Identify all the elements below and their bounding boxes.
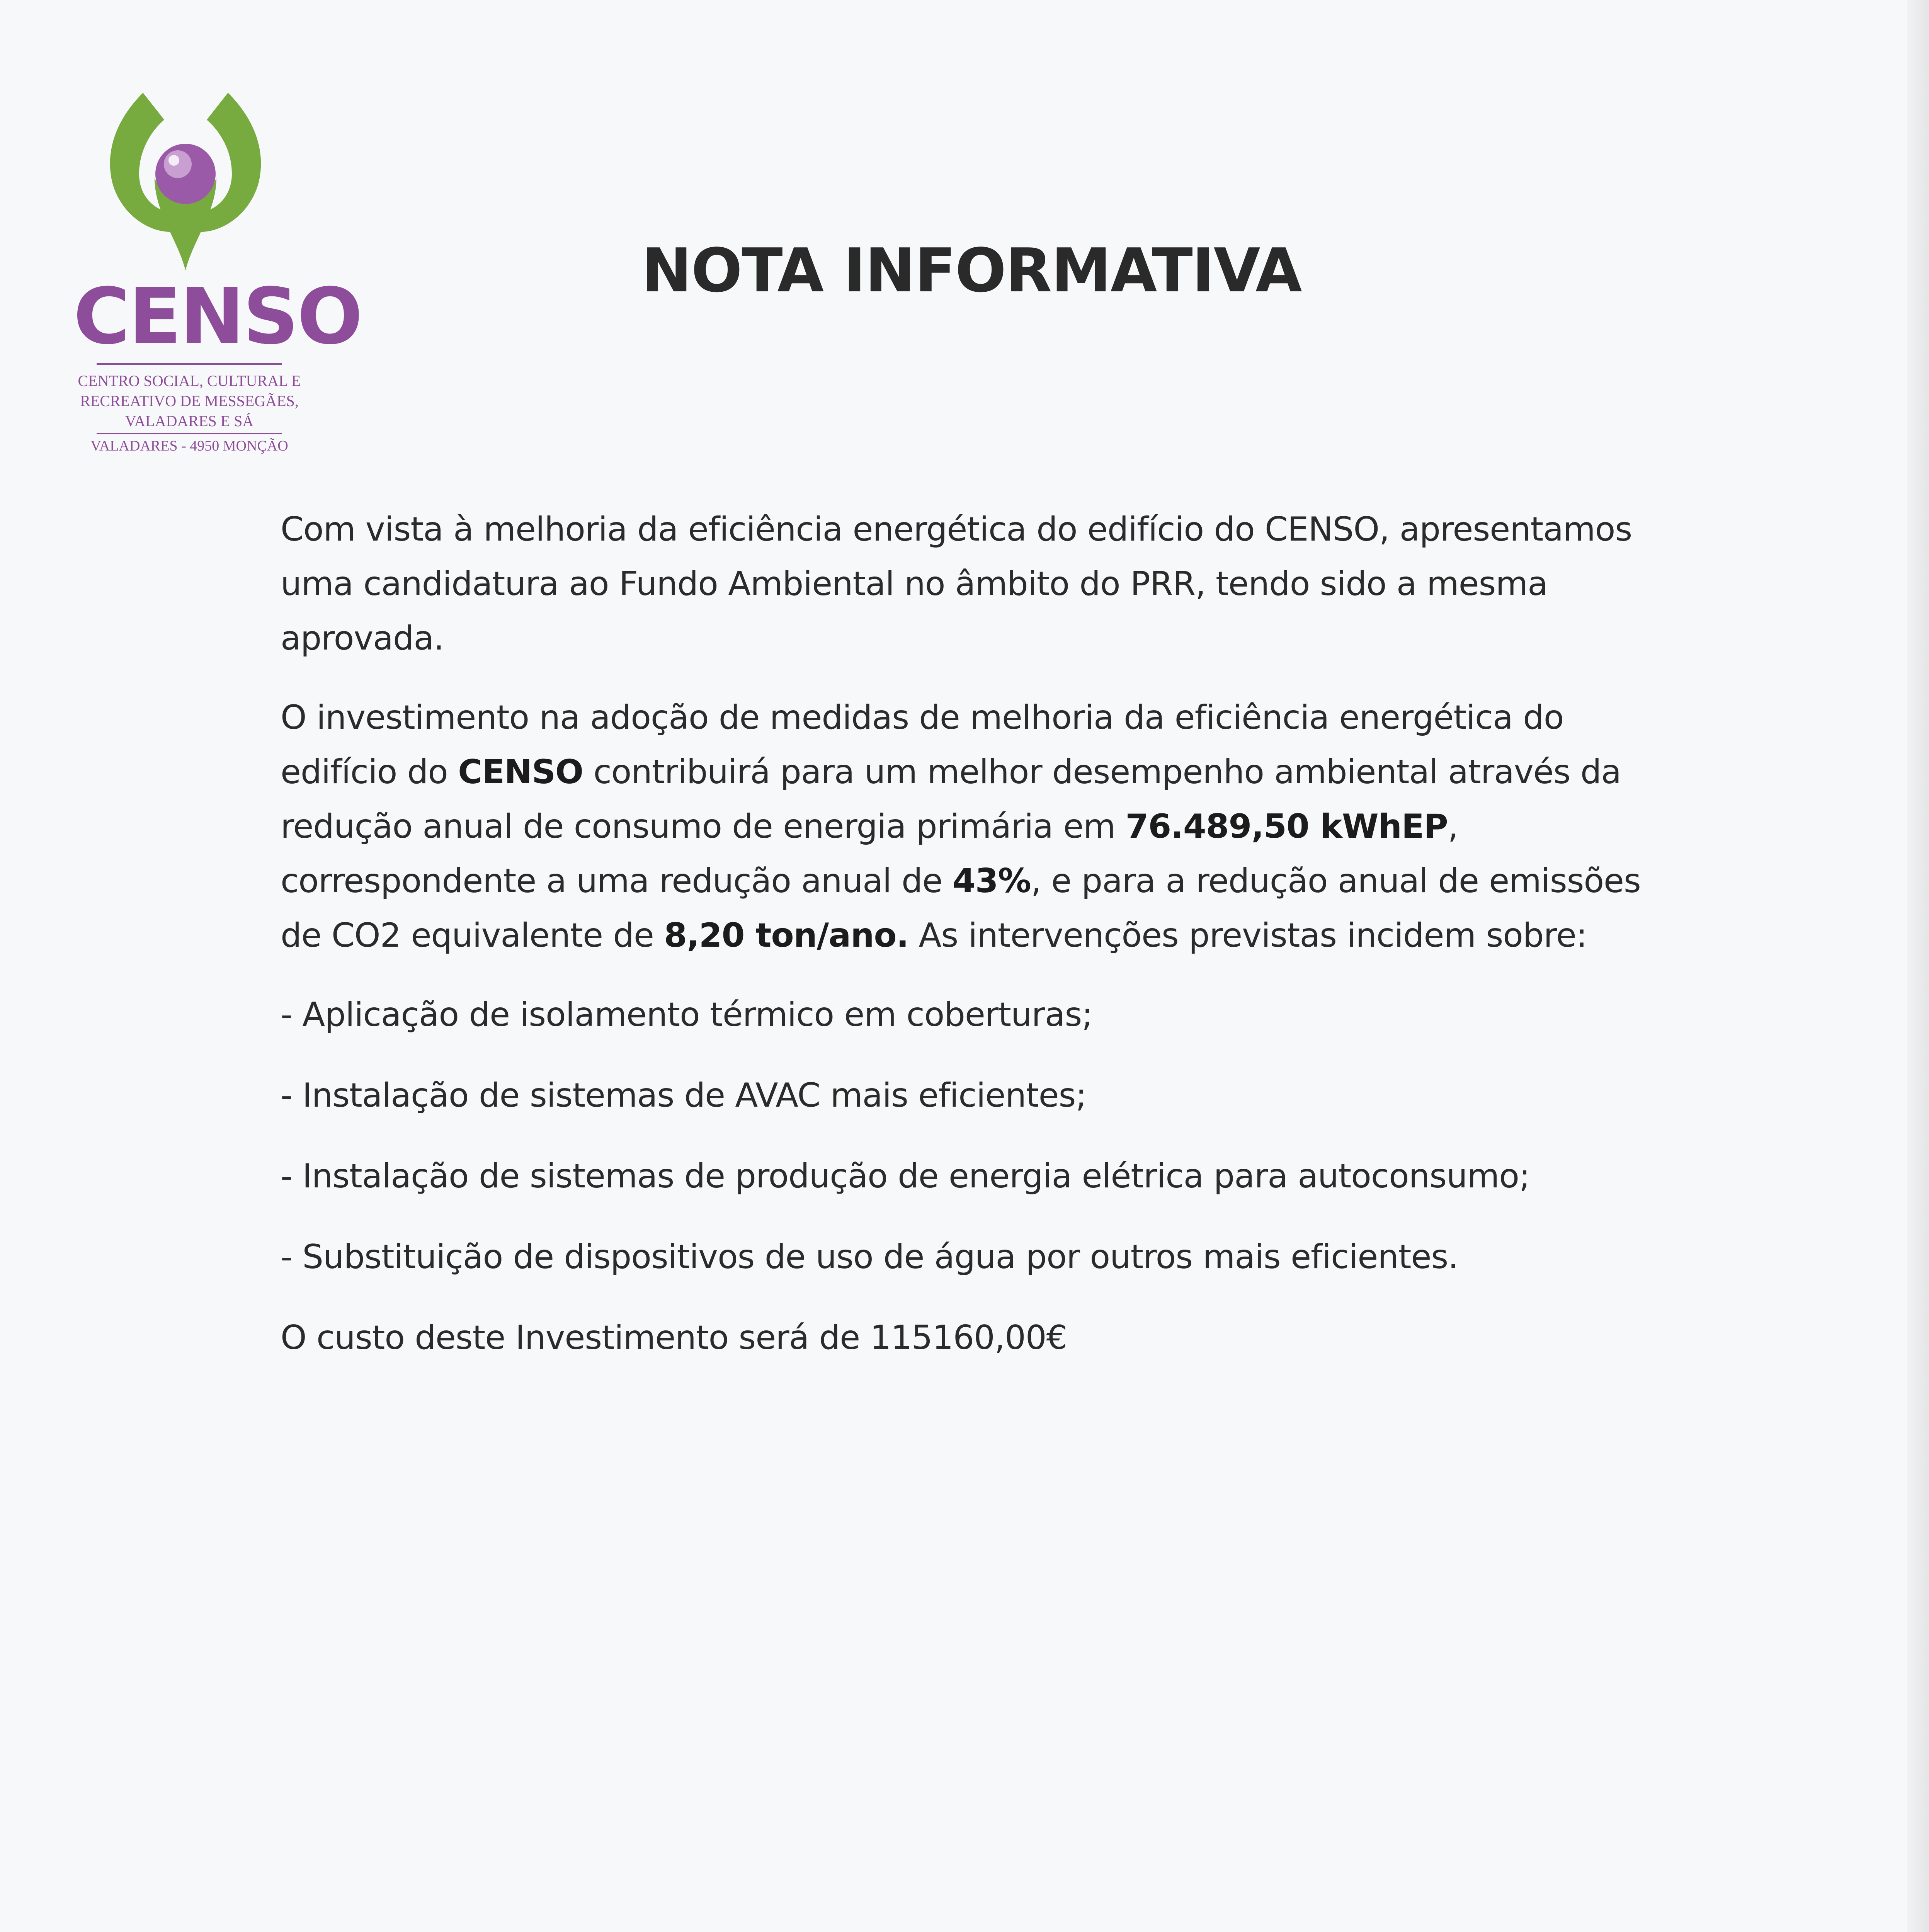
bold-censo: CENSO	[458, 753, 583, 791]
text-run: , correspondente a uma redução anual de	[281, 807, 1458, 900]
censo-logo	[73, 85, 361, 464]
document-body	[281, 502, 1664, 1390]
paragraph-cost: O custo deste Investimento será de 115160,00€	[281, 1318, 1067, 1357]
paragraph-investment	[281, 690, 1664, 963]
logo-address: VALADARES - 4950 MONÇÃO	[90, 438, 288, 454]
list-item: - Aplicação de isolamento térmico em coberturas;	[281, 995, 1093, 1034]
bold-emissions: 8,20 ton/ano.	[664, 916, 909, 955]
logo-subtitle-line: RECREATIVO DE MESSEGÃES,	[80, 392, 299, 410]
bold-percent: 43%	[952, 862, 1031, 900]
logo-divider	[97, 433, 282, 434]
censo-logo-name: CENSO	[73, 272, 361, 362]
text-run: contribuirá para um melhor desempenho ambiental através da redução anual de consumo de energia primária em	[281, 753, 1621, 846]
censo-hands-globe-icon	[97, 85, 274, 278]
page-edge-shadow	[1907, 0, 1929, 1932]
logo-divider	[97, 363, 282, 365]
text-run: O investimento na adoção de medidas de melhoria da eficiência energética do edifício do	[281, 698, 1564, 791]
logo-subtitle-line: CENTRO SOCIAL, CULTURAL E	[78, 372, 301, 389]
text-run: As intervenções previstas incidem sobre:	[908, 916, 1587, 955]
logo-subtitle-line: VALADARES E SÁ	[125, 412, 254, 430]
page-title: NOTA INFORMATIVA	[641, 235, 1301, 306]
list-item: - Substituição de dispositivos de uso de água por outros mais eficientes.	[281, 1238, 1458, 1276]
list-item: - Instalação de sistemas de produção de energia elétrica para autoconsumo;	[281, 1157, 1530, 1196]
bold-energy-value: 76.489,50 kWhEP	[1125, 807, 1448, 846]
paragraph-intro: Com vista à melhoria da eficiência energética do edifício do CENSO, apresentamos uma candidatura ao Fundo Ambiental no âmbito do PRR, tendo sido a mesma aprovada.	[281, 510, 1632, 658]
list-item: - Instalação de sistemas de AVAC mais eficientes;	[281, 1076, 1087, 1115]
logo-subtitle	[73, 371, 305, 431]
text-run: , e para a redução anual de emissões de CO2 equivalente de	[281, 862, 1641, 955]
